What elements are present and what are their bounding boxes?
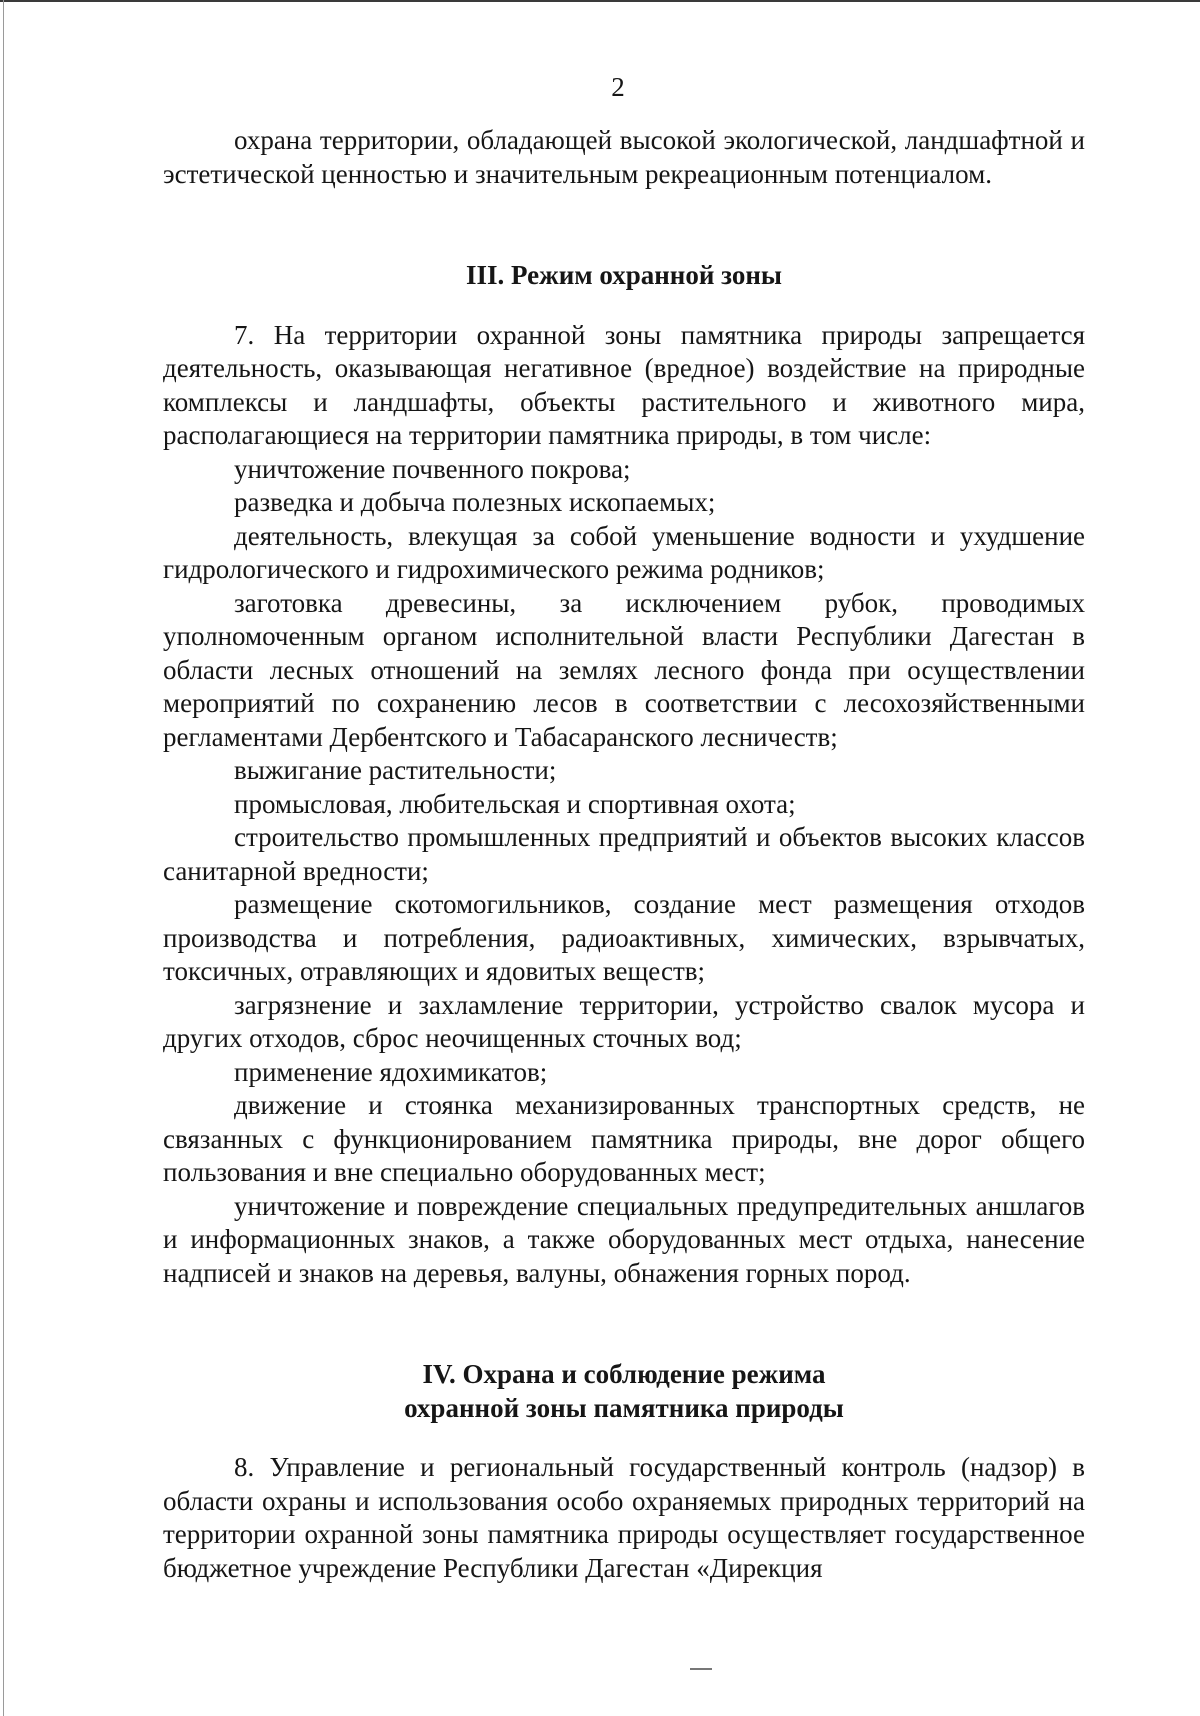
section-4-title-line-2: охранной зоны памятника природы	[404, 1392, 844, 1423]
document-body	[163, 124, 1085, 1585]
list-item: деятельность, влекущая за собой уменьшение водности и ухудшение гидрологического и гидрохимического режима родников;	[163, 520, 1085, 584]
paragraph-7: 7. На территории охранной зоны памятника природы запрещается деятельность, оказывающая негативное (вредное) воздействие на природные комплексы и ландшафты, объекты растительного и животного мира, располагающиеся на территории памятника природы, в том числе:	[163, 319, 1085, 450]
scan-left-border	[3, 0, 4, 1716]
list-item: уничтожение почвенного покрова;	[234, 453, 631, 484]
list-item: размещение скотомогильников, создание мест размещения отходов производства и потребления, радиоактивных, химических, взрывчатых, токсичных, отравляющих и ядовитых веществ;	[163, 889, 1085, 986]
scan-artifact-mark	[690, 1668, 712, 1670]
list-item: промысловая, любительская и спортивная охота;	[234, 788, 796, 819]
section-4-title	[163, 1358, 1085, 1425]
section-3-title: III. Режим охранной зоны	[465, 260, 782, 290]
section-4-title-line-1: IV. Охрана и соблюдение режима	[422, 1359, 826, 1389]
list-item: заготовка древесины, за исключением рубок, проводимых уполномоченным органом исполнительной власти Республики Дагестан в области лесных отношений на землях лесного фонда при осуществлении мероприятий по сохранению лесов в соответствии с лесохозяйственными регламентами Дербентского и Табасаранского лесничеств;	[163, 587, 1085, 752]
scan-top-border	[0, 0, 1200, 2]
list-item: загрязнение и захламление территории, устройство свалок мусора и других отходов, сброс неочищенных сточных вод;	[163, 989, 1085, 1053]
list-item: применение ядохимикатов;	[234, 1056, 548, 1087]
list-item: выжигание растительности;	[234, 755, 557, 785]
section-4-body	[163, 1451, 1085, 1585]
list-item: разведка и добыча полезных ископаемых;	[234, 487, 716, 517]
intro-paragraph: охрана территории, обладающей высокой экологической, ландшафтной и эстетической ценностью и значительным рекреационным потенциалом.	[163, 125, 1085, 189]
list-item: строительство промышленных предприятий и объектов высоких классов санитарной вредности;	[163, 822, 1085, 886]
list-item: уничтожение и повреждение специальных предупредительных аншлагов и информационных знаков, а также оборудованных мест отдыха, нанесение надписей и знаков на деревья, валуны, обнажения горных пород.	[163, 1190, 1085, 1288]
page-number: 2	[611, 72, 625, 102]
list-item: движение и стоянка механизированных транспортных средств, не связанных с функционированием памятника природы, вне дорог общего пользования и вне специально оборудованных мест;	[163, 1090, 1085, 1187]
section-3-body	[163, 319, 1085, 1291]
paragraph-8: 8. Управление и региональный государственный контроль (надзор) в области охраны и использования особо охраняемых природных территорий на территории охранной зоны памятника природы осуществляет государственное бюджетное учреждение Республики Дагестан «Дирекция	[163, 1452, 1085, 1583]
